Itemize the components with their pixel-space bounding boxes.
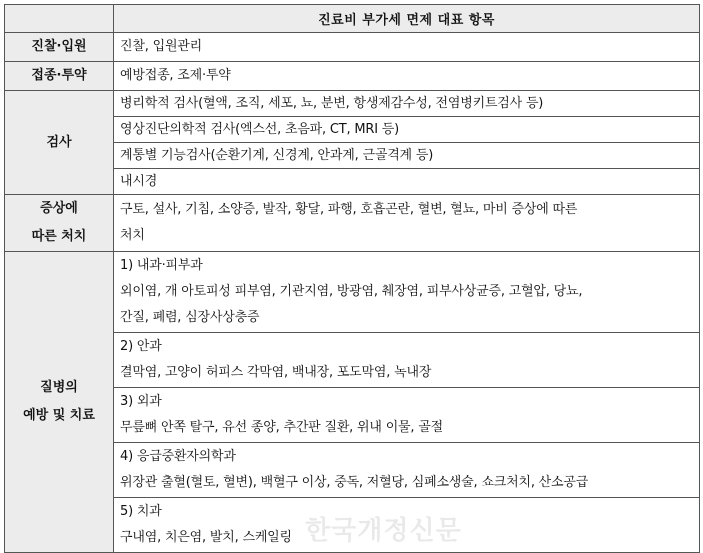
item-text: 처치 [120,228,145,243]
item-text: 간질, 폐렴, 심장사상충증 [120,310,260,325]
header-corner-cell [5,5,114,33]
category-cell [5,91,114,195]
item-text: 계통별 기능검사(순환기계, 신경계, 안과계, 근골격계 등) [120,147,434,163]
category-cell [5,33,114,62]
category-label: 검사 [46,134,72,150]
vat-exempt-items-table [4,4,700,553]
item-text: 구토, 설사, 기침, 소양증, 발작, 황달, 파행, 호흡곤란, 혈변, 혈뇨, 마비 증상에 따른 [120,202,578,217]
item-text: 병리학적 검사(혈액, 조직, 세포, 뇨, 분변, 항생제감수성, 전염병키트검사 등) [120,95,544,111]
item-text: 5) 치과 [120,504,162,519]
category-cell [5,252,114,553]
item-cell [114,143,700,169]
item-cell [114,91,700,117]
table-row [5,91,700,117]
item-text: 2) 안과 [120,339,162,354]
item-text: 진찰, 입원관리 [120,39,203,54]
item-cell [114,169,700,195]
item-text: 위장관 출혈(혈토, 혈변), 백혈구 이상, 중독, 저혈당, 심폐소생술, 쇼크처치, 산소공급 [120,475,589,490]
item-cell [114,62,700,91]
item-cell [114,252,700,333]
item-text: 예방접종, 조제·투약 [120,68,231,83]
item-text: 무릎뼈 안쪽 탈구, 유선 종양, 추간판 질환, 위내 이물, 골절 [120,420,443,435]
item-text: 결막염, 고양이 허피스 각막염, 백내장, 포도막염, 녹내장 [120,365,432,380]
item-text: 영상진단의학적 검사(엑스선, 초음파, CT, MRI 등) [120,121,400,137]
category-label: 예방 및 치료 [23,408,95,423]
category-label: 증상에 [40,201,78,216]
table-row [5,62,700,91]
item-text: 1) 내과·피부과 [120,258,203,273]
table-row [5,252,700,333]
item-cell [114,443,700,498]
item-text: 3) 외과 [120,394,162,409]
category-label: 질병의 [40,380,78,395]
category-label: 접종·투약 [31,68,87,83]
item-text: 구내염, 치은염, 발치, 스케일링 [120,530,292,545]
category-label: 따른 처치 [31,229,87,244]
category-cell [5,195,114,252]
item-text: 외이염, 개 아토피성 피부염, 기관지염, 방광염, 췌장염, 피부사상균증, 고혈압, 당뇨, [120,284,583,299]
item-text: 내시경 [120,173,158,189]
item-cell [114,195,700,252]
watermark-logo: 한국개정신문 [305,516,462,546]
item-cell [114,117,700,143]
table-row [5,33,700,62]
category-cell [5,62,114,91]
item-cell [114,388,700,443]
item-cell [114,333,700,388]
table-row [5,195,700,252]
table-title: 진료비 부가세 면제 대표 항목 [114,5,700,33]
header-row [5,5,700,33]
item-text: 4) 응급중환자의학과 [120,449,236,464]
item-cell [114,33,700,62]
category-label: 진찰·입원 [31,39,87,54]
